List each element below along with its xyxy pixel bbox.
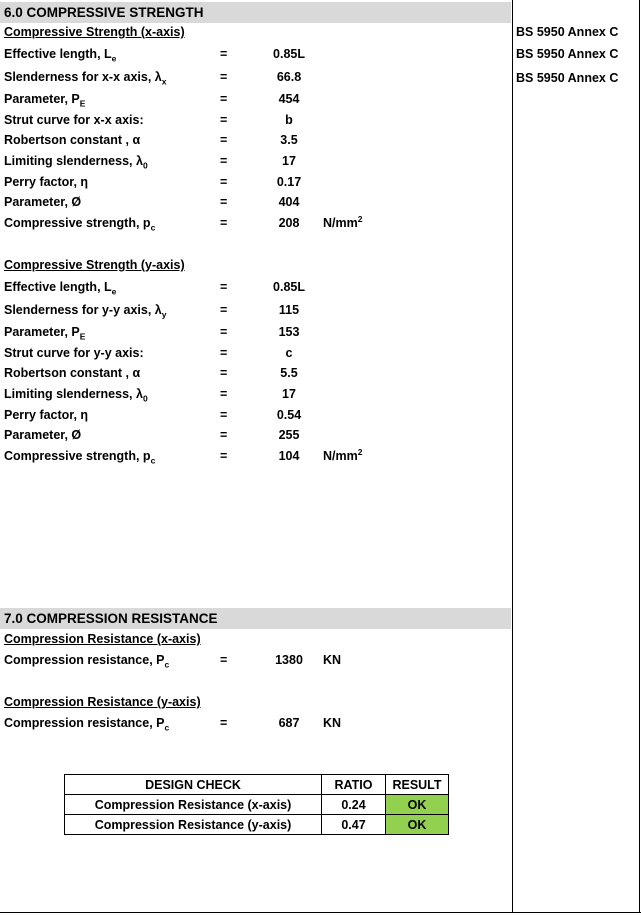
parameter-label: [4, 344, 144, 362]
parameter-subscript: E: [79, 331, 86, 342]
parameter-row: [0, 111, 511, 129]
table-row: [65, 815, 449, 835]
parameter-row: [0, 364, 511, 382]
reference-column-divider: [512, 0, 513, 913]
parameter-unit-text: N/mm: [323, 216, 358, 230]
parameter-row: [0, 651, 511, 669]
equals-sign: =: [220, 175, 228, 189]
equals-sign: =: [220, 133, 228, 147]
equals-sign: =: [220, 428, 228, 442]
parameter-row: [0, 45, 511, 63]
right-border: [639, 0, 640, 913]
parameter-label-text: Robertson constant , α: [4, 133, 141, 147]
parameter-row: [0, 173, 511, 191]
parameter-label-text: Compression resistance, P: [4, 653, 165, 667]
parameter-row: [0, 385, 511, 403]
parameter-unit: [323, 214, 362, 232]
parameter-row: [0, 426, 511, 444]
reference-note: BS 5950 Annex C: [516, 25, 619, 39]
equals-sign: =: [220, 47, 228, 61]
parameter-subscript: x: [161, 76, 167, 87]
parameter-label-text: Parameter, P: [4, 92, 80, 106]
parameter-row: [0, 193, 511, 211]
parameter-label-text: Parameter, Ø: [4, 195, 82, 209]
parameter-subscript: c: [164, 659, 170, 670]
section-7-title: 7.0 COMPRESSION RESISTANCE: [0, 608, 511, 629]
parameter-label-text: Strut curve for x-x axis:: [4, 113, 144, 127]
equals-sign: =: [220, 325, 228, 339]
parameter-value: 0.17: [276, 175, 302, 189]
parameter-label: [4, 714, 169, 732]
equals-sign: =: [220, 195, 228, 209]
parameter-label-text: Compression resistance, P: [4, 716, 165, 730]
y-axis-resistance-heading: Compression Resistance (y-axis): [4, 695, 201, 709]
parameter-row: [0, 90, 511, 108]
parameter-label-text: Compressive strength, p: [4, 216, 151, 230]
equals-sign: =: [220, 303, 228, 317]
parameter-row: [0, 344, 511, 362]
parameter-subscript: 0: [142, 160, 148, 171]
parameter-row: [0, 131, 511, 149]
parameter-value: 0.54: [276, 408, 302, 422]
parameter-label: [4, 90, 85, 108]
parameter-label-text: Slenderness for y-y axis, λ: [4, 303, 162, 317]
parameter-row: [0, 214, 511, 232]
parameter-label-text: Parameter, Ø: [4, 428, 82, 442]
parameter-label-text: Compressive strength, p: [4, 449, 151, 463]
parameter-subscript: e: [111, 53, 117, 64]
equals-sign: =: [220, 408, 228, 422]
parameter-label-text: Slenderness for x-x axis, λ: [4, 70, 162, 84]
parameter-unit: [323, 651, 341, 669]
parameter-label-text: Perry factor, η: [4, 175, 89, 189]
parameter-label: [4, 45, 116, 63]
parameter-label: [4, 111, 144, 129]
parameter-label: [4, 131, 140, 149]
equals-sign: =: [220, 346, 228, 360]
parameter-label: [4, 193, 81, 211]
parameter-unit-superscript: 2: [357, 213, 363, 224]
column-header-ratio: RATIO: [322, 775, 386, 795]
parameter-label: [4, 68, 166, 86]
parameter-subscript: 0: [142, 393, 148, 404]
parameter-label: [4, 152, 148, 170]
parameter-label: [4, 278, 116, 296]
parameter-label-text: Limiting slenderness, λ: [4, 387, 143, 401]
parameter-unit-text: KN: [323, 716, 342, 730]
equals-sign: =: [220, 653, 228, 667]
table-row: [65, 795, 449, 815]
parameter-row: [0, 278, 511, 296]
parameter-label-text: Strut curve for y-y axis:: [4, 346, 144, 360]
parameter-label-text: Effective length, L: [4, 47, 112, 61]
parameter-value: 153: [278, 325, 300, 339]
parameter-label: [4, 173, 88, 191]
parameter-value: 66.8: [276, 70, 302, 84]
parameter-value: 208: [278, 216, 300, 230]
parameter-value: 404: [278, 195, 300, 209]
parameter-label-text: Limiting slenderness, λ: [4, 154, 143, 168]
parameter-value: 0.85L: [273, 280, 305, 294]
parameter-label: [4, 385, 148, 403]
parameter-value: 3.5: [280, 133, 298, 147]
parameter-unit-text: N/mm: [323, 449, 358, 463]
equals-sign: =: [220, 113, 228, 127]
equals-sign: =: [220, 387, 228, 401]
parameter-value: 255: [278, 428, 300, 442]
equals-sign: =: [220, 216, 228, 230]
parameter-row: [0, 301, 511, 319]
check-name: Compression Resistance (x-axis): [65, 795, 322, 815]
parameter-value: 1380: [275, 653, 303, 667]
parameter-row: [0, 406, 511, 424]
x-axis-strength-heading: Compressive Strength (x-axis): [4, 25, 185, 39]
parameter-unit: [323, 714, 341, 732]
parameter-unit: [323, 447, 362, 465]
parameter-label: [4, 426, 81, 444]
equals-sign: =: [220, 70, 228, 84]
parameter-row: [0, 68, 511, 86]
parameter-subscript: e: [111, 286, 117, 297]
parameter-row: [0, 152, 511, 170]
parameter-unit-text: KN: [323, 653, 342, 667]
reference-note: BS 5950 Annex C: [516, 71, 619, 85]
parameter-row: [0, 714, 511, 732]
x-axis-resistance-heading: Compression Resistance (x-axis): [4, 632, 201, 646]
column-header-check: DESIGN CHECK: [65, 775, 322, 795]
check-ratio: 0.47: [322, 815, 386, 835]
parameter-subscript: c: [150, 222, 156, 233]
parameter-label-text: Parameter, P: [4, 325, 80, 339]
equals-sign: =: [220, 280, 228, 294]
check-ratio: 0.24: [322, 795, 386, 815]
parameter-value: 17: [282, 154, 296, 168]
parameter-value: 0.85L: [273, 47, 305, 61]
parameter-label-text: Robertson constant , α: [4, 366, 141, 380]
parameter-label: [4, 447, 155, 465]
parameter-value: c: [285, 346, 293, 360]
bottom-border: [0, 912, 641, 913]
parameter-row: [0, 323, 511, 341]
parameter-subscript: c: [150, 455, 156, 466]
parameter-unit-superscript: 2: [357, 446, 363, 457]
parameter-value: b: [285, 113, 293, 127]
design-check-table: [64, 774, 449, 835]
parameter-label-text: Effective length, L: [4, 280, 112, 294]
y-axis-strength-heading: Compressive Strength (y-axis): [4, 258, 185, 272]
parameter-value: 454: [278, 92, 300, 106]
check-result: OK: [386, 815, 449, 835]
column-header-result: RESULT: [386, 775, 449, 795]
check-name: Compression Resistance (y-axis): [65, 815, 322, 835]
parameter-row: [0, 447, 511, 465]
parameter-subscript: y: [161, 309, 167, 320]
parameter-label: [4, 406, 88, 424]
table-header-row: [65, 775, 449, 795]
parameter-label-text: Perry factor, η: [4, 408, 89, 422]
equals-sign: =: [220, 449, 228, 463]
section-6-title: 6.0 COMPRESSIVE STRENGTH: [0, 2, 511, 23]
parameter-value: 115: [278, 303, 300, 317]
parameter-label: [4, 301, 166, 319]
parameter-value: 104: [278, 449, 300, 463]
reference-note: BS 5950 Annex C: [516, 47, 619, 61]
parameter-label: [4, 323, 85, 341]
equals-sign: =: [220, 716, 228, 730]
parameter-label: [4, 214, 155, 232]
parameter-label: [4, 364, 140, 382]
parameter-value: 17: [282, 387, 296, 401]
parameter-subscript: c: [164, 722, 170, 733]
equals-sign: =: [220, 92, 228, 106]
parameter-value: 5.5: [280, 366, 298, 380]
parameter-subscript: E: [79, 98, 86, 109]
check-result: OK: [386, 795, 449, 815]
equals-sign: =: [220, 366, 228, 380]
parameter-value: 687: [278, 716, 300, 730]
parameter-label: [4, 651, 169, 669]
equals-sign: =: [220, 154, 228, 168]
